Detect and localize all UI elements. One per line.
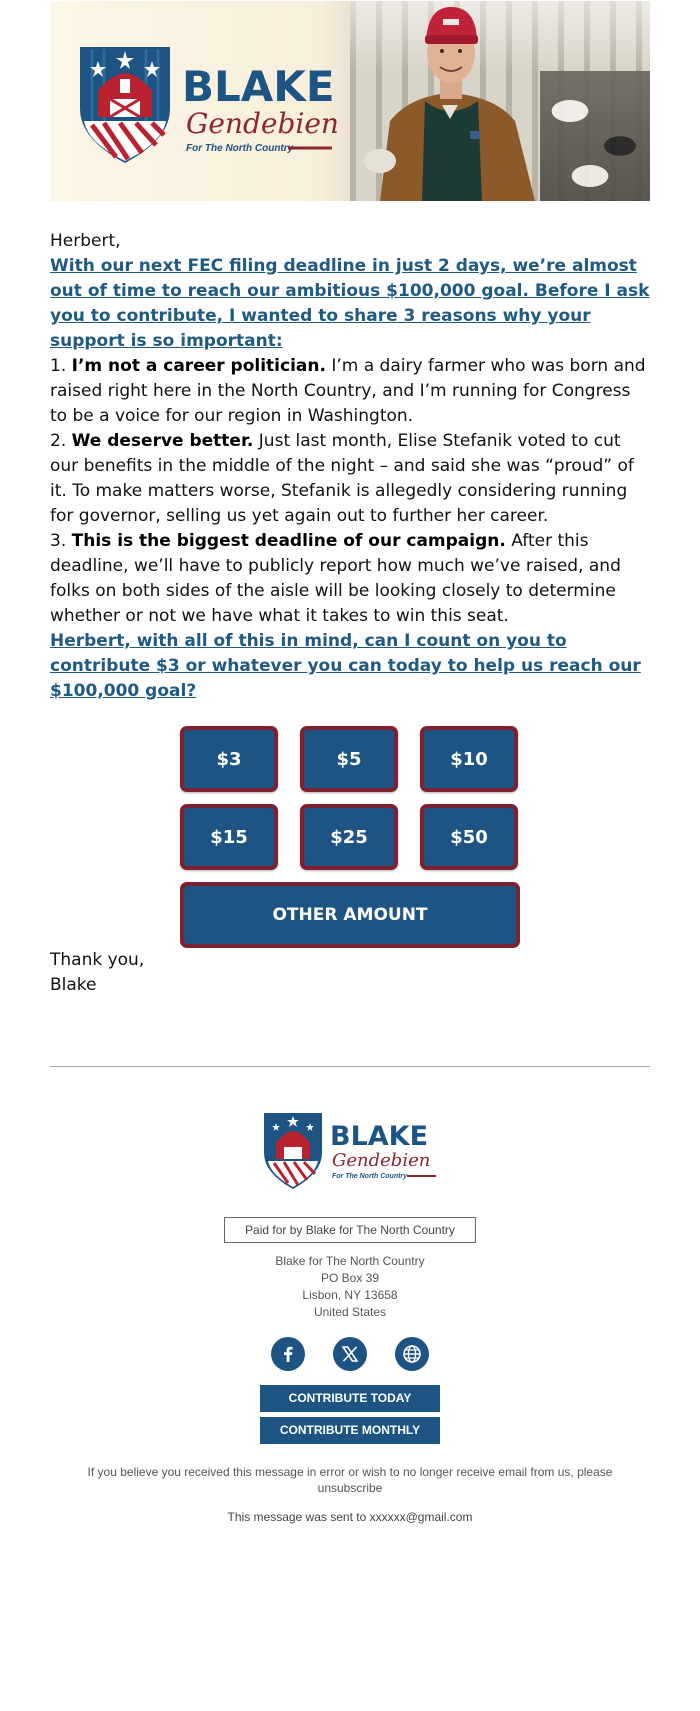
facebook-link[interactable] <box>271 1337 305 1371</box>
logo-tagline: For The North Country <box>186 143 294 154</box>
footer-logo-last-name: Gendebien <box>332 1150 431 1171</box>
reason-2 <box>50 429 650 529</box>
donate-3-button[interactable]: $3 <box>180 726 278 792</box>
reason-text: Just last month, Elise Stefanik voted to cut our benefits in the middle of the night – and said she was “proud” of it. To make matters worse, Stefanik is allegedly considering running for governor, selling us yet again out to further her career. <box>50 431 634 526</box>
reason-number: 3. <box>50 531 72 551</box>
reason-heading: We deserve better. <box>71 431 254 451</box>
email-container <box>50 1 650 1524</box>
signature: Blake <box>50 975 97 995</box>
globe-icon <box>401 1343 423 1365</box>
address-line: PO Box 39 <box>320 1271 380 1285</box>
footer-logo-first-name: BLAKE <box>330 1121 429 1152</box>
reason-number: 1. <box>50 356 72 376</box>
website-link[interactable] <box>395 1337 429 1371</box>
logo-last-name: Gendebien <box>186 107 339 140</box>
paid-for-disclaimer: Paid for by Blake for The North Country <box>224 1217 476 1243</box>
unsubscribe-notice <box>80 1464 620 1496</box>
reason-heading: This is the biggest deadline of our campaign. <box>71 531 506 551</box>
x-twitter-link[interactable] <box>333 1337 367 1371</box>
reason-text: After this deadline, we’ll have to publicly report how much we’ve raised, and folks on both sides of the aisle will be looking closely to determine whether or not we have what it takes to win this seat. <box>50 531 621 626</box>
footer-logo <box>260 1109 440 1193</box>
donate-50-button[interactable]: $50 <box>420 804 518 870</box>
farmer-photo <box>350 1 560 201</box>
campaign-logo <box>70 39 340 169</box>
footer-logo-tagline: For The North Country <box>332 1173 408 1180</box>
lead-paragraph-link[interactable]: With our next FEC filing deadline in just 2 days, we’re almost out of time to reach our ambitious $100,000 goal. Before I ask you to contribute, I wanted to share 3 reasons why your support is so important: <box>50 256 650 351</box>
mailing-address <box>50 1253 650 1321</box>
social-links <box>50 1337 650 1371</box>
facebook-icon <box>278 1344 298 1364</box>
contribute-monthly-button[interactable]: CONTRIBUTE MONTHLY <box>260 1417 440 1444</box>
reason-heading: I’m not a career politician. <box>71 356 326 376</box>
footer-divider <box>50 1066 650 1067</box>
other-amount-button[interactable]: OTHER AMOUNT <box>180 882 520 948</box>
reason-text: I’m a dairy farmer who was born and raised right here in the North Country, and I’m running for Congress to be a voice for our region in Washington. <box>50 356 646 426</box>
logo-first-name: BLAKE <box>182 62 335 111</box>
unsubscribe-link[interactable]: unsubscribe <box>317 1481 383 1495</box>
reason-3 <box>50 529 650 629</box>
donation-buttons <box>180 726 520 870</box>
x-icon <box>340 1344 360 1364</box>
contribute-today-button[interactable]: CONTRIBUTE TODAY <box>260 1385 440 1412</box>
donate-25-button[interactable]: $25 <box>300 804 398 870</box>
closing-line: Thank you, <box>50 950 145 970</box>
greeting: Herbert, <box>50 231 121 251</box>
reason-1 <box>50 354 650 429</box>
address-line: United States <box>313 1305 387 1319</box>
unsubscribe-notice-text: If you believe you received this message in error or wish to no longer receive email from us, please <box>87 1465 613 1479</box>
donate-10-button[interactable]: $10 <box>420 726 518 792</box>
sent-to-notice: This message was sent to xxxxxx@gmail.com <box>227 1510 473 1524</box>
email-body <box>50 201 650 998</box>
email-footer <box>50 1109 650 1524</box>
donate-5-button[interactable]: $5 <box>300 726 398 792</box>
address-line: Blake for The North Country <box>275 1254 425 1268</box>
ask-paragraph-link[interactable]: Herbert, with all of this in mind, can I count on you to contribute $3 or whatever you can today to help us reach our $100,000 goal? <box>50 631 641 701</box>
address-line: Lisbon, NY 13658 <box>302 1288 398 1302</box>
header-banner <box>50 1 650 201</box>
reason-number: 2. <box>50 431 72 451</box>
donate-15-button[interactable]: $15 <box>180 804 278 870</box>
